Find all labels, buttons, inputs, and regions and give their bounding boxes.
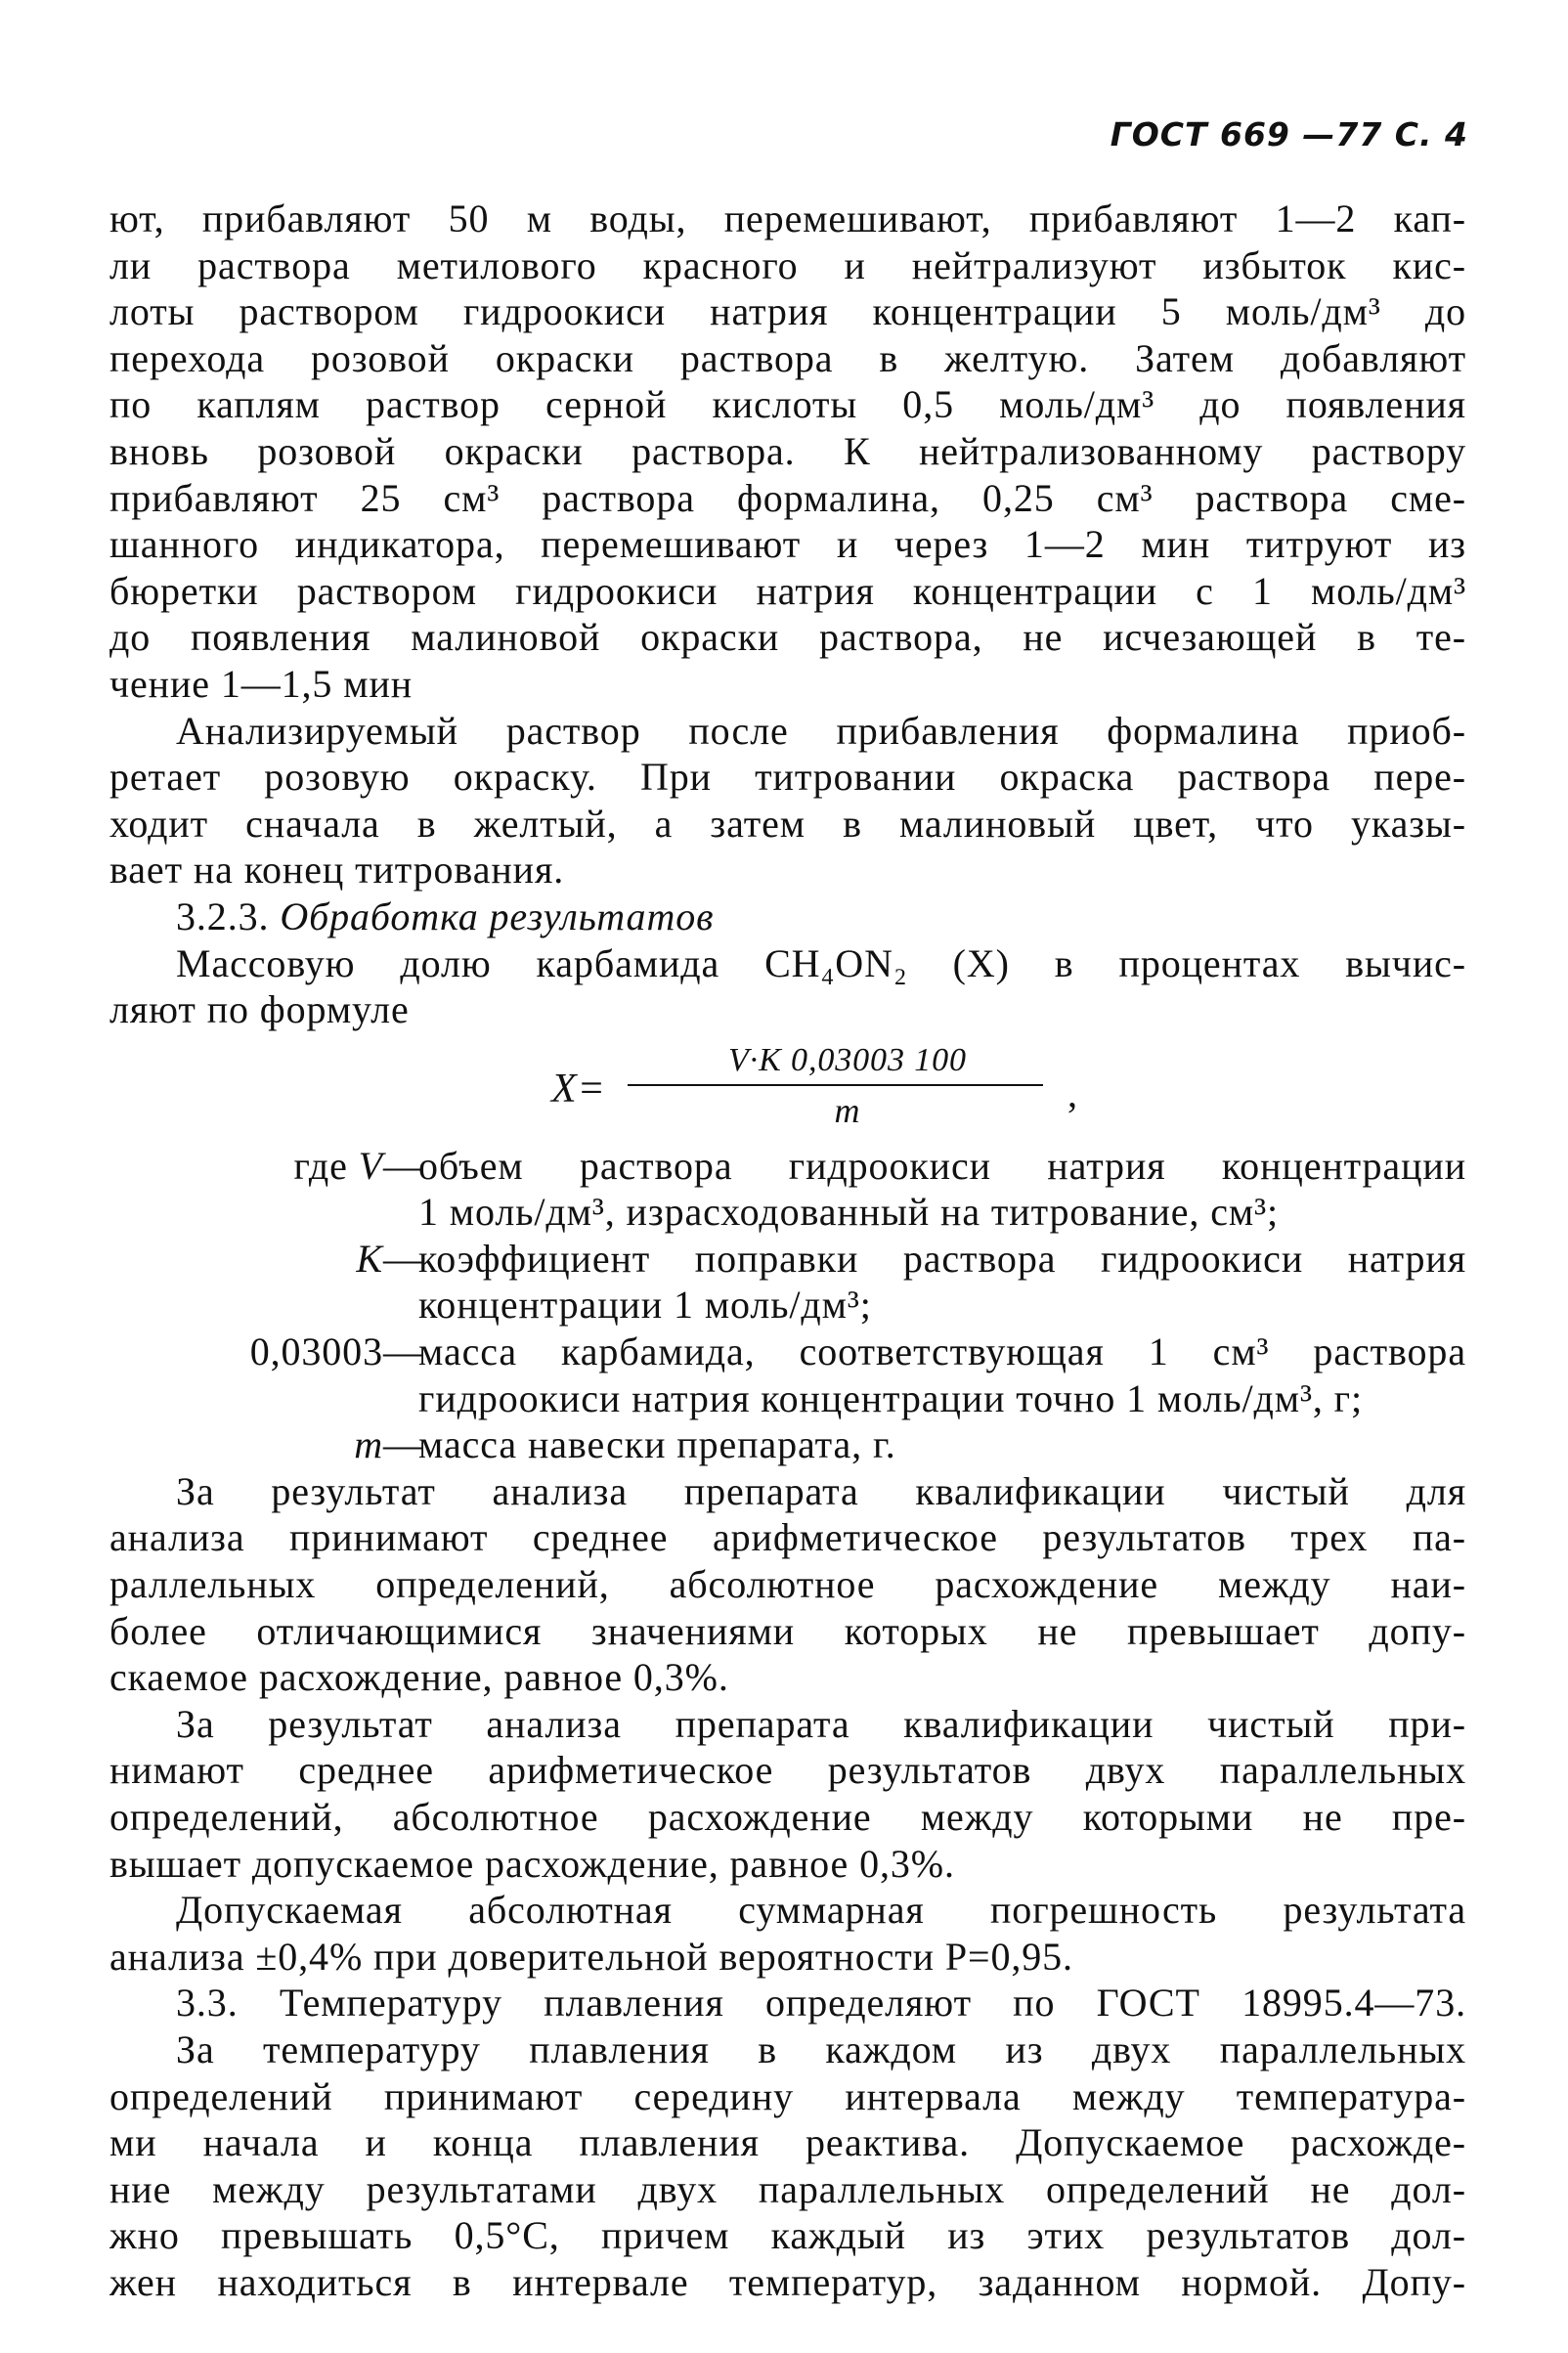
text-line: жно превышать 0,5°C, причем каждый из этих результатов дол- — [109, 2213, 1466, 2258]
paragraph-4 — [109, 1468, 1466, 1701]
text-line: анализа ±0,4% при доверительной вероятности P=0,95. — [109, 1934, 1073, 1979]
text-line: Допускаемая абсолютная суммарная погрешность результата — [176, 1888, 1466, 1933]
text-line: масса навески препарата, г. — [418, 1422, 896, 1467]
formula-numerator: V·K 0,03003 100 — [728, 1041, 967, 1078]
text-line: вает на конец титрования. — [109, 848, 565, 893]
section-heading-line — [109, 893, 1466, 940]
text-line: ходит сначала в желтый, а затем в малиновый цвет, что указы- — [109, 801, 1466, 846]
paragraph-3 — [109, 940, 1466, 1033]
definition-term: где V — [293, 1143, 383, 1188]
text-line: анализа принимают среднее арифметическое результатов трех па- — [109, 1515, 1466, 1560]
text-line: ние между результатами двух параллельных определений не дол- — [109, 2166, 1466, 2211]
text-line: шанного индикатора, перемешивают и через 1—2 мин титруют из — [109, 522, 1466, 567]
text-line: масса карбамида, соответствующая 1 см³ раствора — [418, 1329, 1466, 1374]
definition-dash: — — [383, 1329, 423, 1374]
text-line: ляют по формуле — [109, 987, 410, 1032]
formula-lhs: X= — [551, 1066, 606, 1111]
text-line: ют, прибавляют 50 м воды, перемешивают, прибавляют 1—2 кап- — [109, 196, 1466, 240]
text-line: скаемое расхождение, равное 0,3%. — [109, 1655, 729, 1700]
paragraph-7 — [109, 1980, 1466, 2026]
text-line: вышает допускаемое расхождение, равное 0,3%. — [109, 1841, 955, 1886]
paragraph-8 — [109, 2026, 1466, 2306]
formula-comma: , — [1067, 1070, 1078, 1115]
definition-dash: — — [383, 1143, 423, 1188]
text-line: по каплям раствор серной кислоты 0,5 моль/дм³ до появления — [109, 382, 1466, 427]
paragraph-5 — [109, 1701, 1466, 1887]
paragraph-2 — [109, 708, 1466, 893]
text-line: объем раствора гидроокиси натрия концентрации — [418, 1143, 1466, 1188]
text-line: бюретки раствором гидроокиси натрия концентрации с 1 моль/дм³ — [109, 568, 1466, 613]
text-line: лоты раствором гидроокиси натрия концентрации 5 моль/дм³ до — [109, 289, 1466, 334]
text-line: За температуру плавления в каждом из двух параллельных — [176, 2026, 1466, 2071]
text-line: до появления малиновой окраски раствора, не исчезающей в те- — [109, 615, 1466, 660]
definition-term: K — [356, 1236, 383, 1281]
definition-term: 0,03003 — [249, 1329, 383, 1374]
text-line: Анализируемый раствор после прибавления формалина приоб- — [176, 708, 1466, 753]
paragraph-1 — [109, 196, 1466, 708]
text-line: более отличающимися значениями которых не превышает допу- — [109, 1608, 1466, 1653]
definition-dash: — — [383, 1422, 423, 1467]
text-line: чение 1—1,5 мин — [109, 661, 414, 706]
text-line: определений, абсолютное расхождение между которыми не пре- — [109, 1795, 1466, 1839]
page-header: ГОСТ 669 —77 С. 4 — [1110, 115, 1468, 153]
paragraph-6 — [109, 1887, 1466, 1980]
section-title: Обработка результатов — [280, 893, 715, 938]
definition-v — [109, 1143, 1466, 1236]
text-line: вновь розовой окраски раствора. К нейтрализованному раствору — [109, 428, 1466, 473]
text-line: определений принимают середину интервала между температура- — [109, 2073, 1466, 2118]
text-line: ретает розовую окраску. При титровании окраска раствора пере- — [109, 755, 1466, 800]
definition-description — [418, 1143, 1466, 1236]
definition-m — [109, 1421, 1466, 1468]
text-line: За результат анализа препарата квалификации чистый при- — [176, 1701, 1466, 1746]
text-line: раллельных определений, абсолютное расхождение между наи- — [109, 1562, 1466, 1607]
definition-term: m — [354, 1422, 383, 1467]
definitions-list — [109, 1143, 1466, 1468]
definition-description — [418, 1236, 1466, 1329]
text-line: перехода розовой окраски раствора в желтую. Затем добавляют — [109, 335, 1466, 380]
text-line: нимают среднее арифметическое результатов двух параллельных — [109, 1748, 1466, 1793]
definition-k — [109, 1236, 1466, 1329]
text-line: коэффициент поправки раствора гидроокиси натрия — [418, 1236, 1466, 1281]
definition-dash: — — [383, 1236, 423, 1281]
body-text — [109, 196, 1466, 2306]
text-line: 3.3. Температуру плавления определяют по ГОСТ 18995.4—73. — [176, 1981, 1466, 2026]
fraction-bar — [628, 1084, 1043, 1086]
definition-description — [418, 1329, 1466, 1421]
text-line: гидроокиси натрия концентрации точно 1 моль/дм³, г; — [418, 1375, 1363, 1420]
text-line: концентрации 1 моль/дм³; — [418, 1283, 872, 1328]
text-line: прибавляют 25 см³ раствора формалина, 0,25 см³ раствора сме- — [109, 475, 1466, 520]
text-line: Массовую долю карбамида CH₄ON₂ (X) в процентах вычис- — [176, 940, 1466, 985]
section-heading — [109, 893, 1466, 940]
definition-constant — [109, 1329, 1466, 1421]
text-line: За результат анализа препарата квалификации чистый для — [176, 1468, 1466, 1513]
text-line: жен находиться в интервале температур, заданном нормой. Допу- — [109, 2259, 1466, 2304]
text-line: ми начала и конца плавления реактива. Допускаемое расхожде- — [109, 2120, 1466, 2165]
formula-denominator: m — [834, 1090, 861, 1130]
text-line: 1 моль/дм³, израсходованный на титрование, см³; — [418, 1190, 1279, 1235]
section-number: 3.2.3. — [176, 893, 270, 938]
text-line: ли раствора метилового красного и нейтрализуют избыток кис- — [109, 242, 1466, 287]
formula — [109, 1035, 1466, 1143]
definition-description — [418, 1421, 1466, 1468]
